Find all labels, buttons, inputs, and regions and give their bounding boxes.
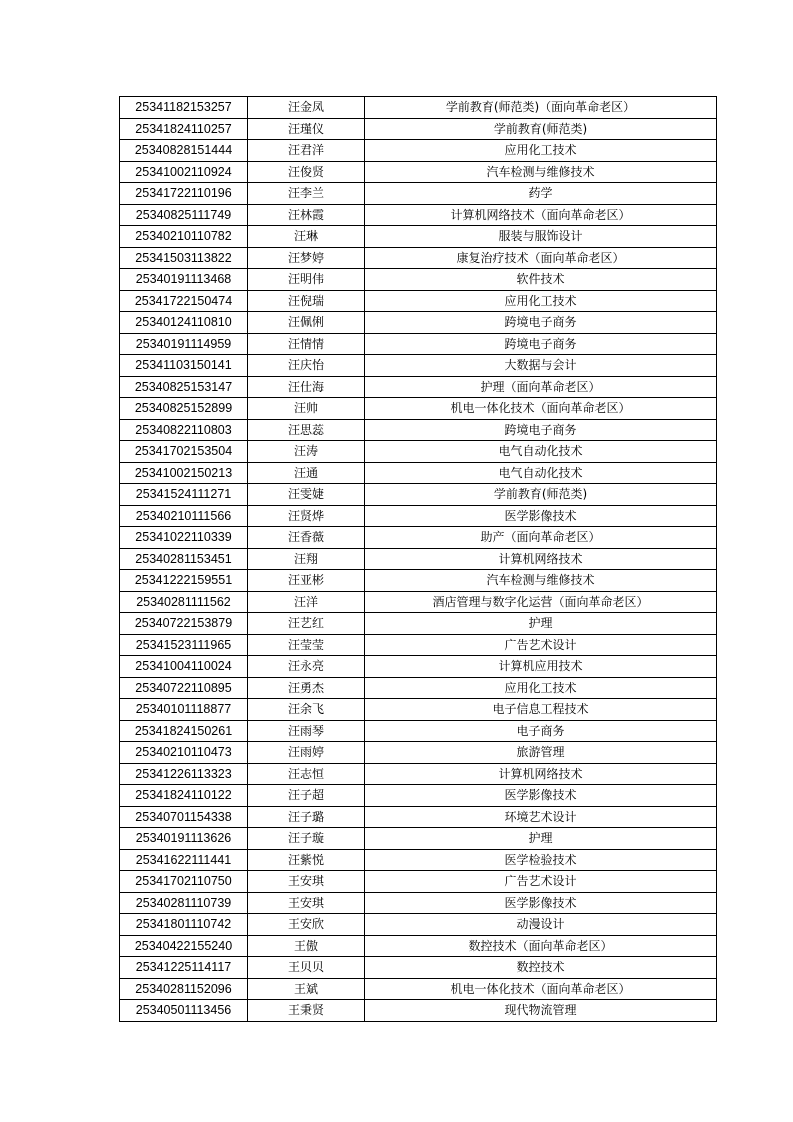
table-row — [120, 204, 717, 226]
candidate-number-cell: 25341523111965 — [120, 634, 248, 656]
student-name-cell: 汪志恒 — [248, 763, 365, 785]
major-cell: 大数据与会计 — [365, 355, 717, 377]
table-row — [120, 720, 717, 742]
table-row — [120, 527, 717, 549]
major-cell: 护理 — [365, 828, 717, 850]
candidate-number-cell: 25340722110895 — [120, 677, 248, 699]
table-row — [120, 914, 717, 936]
student-name-cell: 汪雯婕 — [248, 484, 365, 506]
candidate-number-cell: 25341824110122 — [120, 785, 248, 807]
student-name-cell: 王斌 — [248, 978, 365, 1000]
major-cell: 医学影像技术 — [365, 505, 717, 527]
major-cell: 跨境电子商务 — [365, 419, 717, 441]
roster-table-body — [120, 97, 717, 1022]
major-cell: 护理（面向革命老区） — [365, 376, 717, 398]
student-name-cell: 汪艺红 — [248, 613, 365, 635]
table-row — [120, 97, 717, 119]
candidate-number-cell: 25340281153451 — [120, 548, 248, 570]
candidate-number-cell: 25340191114959 — [120, 333, 248, 355]
student-name-cell: 王安琪 — [248, 892, 365, 914]
candidate-number-cell: 25340825153147 — [120, 376, 248, 398]
major-cell: 广告艺术设计 — [365, 634, 717, 656]
major-cell: 计算机网络技术（面向革命老区） — [365, 204, 717, 226]
major-cell: 动漫设计 — [365, 914, 717, 936]
student-name-cell: 汪雨琴 — [248, 720, 365, 742]
candidate-number-cell: 25340101118877 — [120, 699, 248, 721]
student-name-cell: 汪子璐 — [248, 806, 365, 828]
candidate-number-cell: 25340210111566 — [120, 505, 248, 527]
table-row — [120, 699, 717, 721]
table-row — [120, 333, 717, 355]
table-row — [120, 957, 717, 979]
student-name-cell: 王秉贤 — [248, 1000, 365, 1022]
student-name-cell: 汪庆怡 — [248, 355, 365, 377]
major-cell: 广告艺术设计 — [365, 871, 717, 893]
table-row — [120, 742, 717, 764]
candidate-number-cell: 25341002150213 — [120, 462, 248, 484]
candidate-number-cell: 25340822110803 — [120, 419, 248, 441]
major-cell: 应用化工技术 — [365, 290, 717, 312]
candidate-number-cell: 25340210110473 — [120, 742, 248, 764]
candidate-number-cell: 25341622111441 — [120, 849, 248, 871]
student-name-cell: 汪洋 — [248, 591, 365, 613]
student-name-cell: 王傲 — [248, 935, 365, 957]
student-name-cell: 汪永亮 — [248, 656, 365, 678]
major-cell: 数控技术 — [365, 957, 717, 979]
candidate-number-cell: 25340124110810 — [120, 312, 248, 334]
candidate-number-cell: 25340828151444 — [120, 140, 248, 162]
table-row — [120, 892, 717, 914]
candidate-number-cell: 25340825111749 — [120, 204, 248, 226]
student-name-cell: 汪琳 — [248, 226, 365, 248]
major-cell: 计算机应用技术 — [365, 656, 717, 678]
student-name-cell: 汪君洋 — [248, 140, 365, 162]
major-cell: 应用化工技术 — [365, 677, 717, 699]
table-row — [120, 376, 717, 398]
table-row — [120, 849, 717, 871]
table-row — [120, 226, 717, 248]
student-name-cell: 汪明伟 — [248, 269, 365, 291]
student-name-cell: 汪梦婷 — [248, 247, 365, 269]
major-cell: 跨境电子商务 — [365, 312, 717, 334]
student-name-cell: 汪李兰 — [248, 183, 365, 205]
table-row — [120, 978, 717, 1000]
major-cell: 学前教育(师范类) — [365, 118, 717, 140]
major-cell: 电子信息工程技术 — [365, 699, 717, 721]
table-row — [120, 355, 717, 377]
table-row — [120, 1000, 717, 1022]
candidate-number-cell: 25341222159551 — [120, 570, 248, 592]
candidate-number-cell: 25340722153879 — [120, 613, 248, 635]
major-cell: 电气自动化技术 — [365, 462, 717, 484]
student-name-cell: 汪瑾仪 — [248, 118, 365, 140]
major-cell: 机电一体化技术（面向革命老区） — [365, 978, 717, 1000]
candidate-number-cell: 25341702153504 — [120, 441, 248, 463]
candidate-number-cell: 25340501113456 — [120, 1000, 248, 1022]
major-cell: 护理 — [365, 613, 717, 635]
table-row — [120, 462, 717, 484]
candidate-number-cell: 25340191113468 — [120, 269, 248, 291]
major-cell: 康复治疗技术（面向革命老区） — [365, 247, 717, 269]
major-cell: 服装与服饰设计 — [365, 226, 717, 248]
table-row — [120, 570, 717, 592]
major-cell: 学前教育(师范类)（面向革命老区） — [365, 97, 717, 119]
candidate-number-cell: 25341103150141 — [120, 355, 248, 377]
table-row — [120, 828, 717, 850]
candidate-number-cell: 25341182153257 — [120, 97, 248, 119]
table-row — [120, 677, 717, 699]
table-row — [120, 935, 717, 957]
candidate-number-cell: 25341824150261 — [120, 720, 248, 742]
major-cell: 汽车检测与维修技术 — [365, 570, 717, 592]
major-cell: 应用化工技术 — [365, 140, 717, 162]
student-name-cell: 王贝贝 — [248, 957, 365, 979]
major-cell: 环境艺术设计 — [365, 806, 717, 828]
table-row — [120, 269, 717, 291]
candidate-number-cell: 25340281111562 — [120, 591, 248, 613]
student-name-cell: 汪莹莹 — [248, 634, 365, 656]
candidate-number-cell: 25340281152096 — [120, 978, 248, 1000]
candidate-number-cell: 25341002110924 — [120, 161, 248, 183]
major-cell: 机电一体化技术（面向革命老区） — [365, 398, 717, 420]
table-row — [120, 785, 717, 807]
major-cell: 药学 — [365, 183, 717, 205]
student-name-cell: 王安琪 — [248, 871, 365, 893]
table-row — [120, 613, 717, 635]
student-name-cell: 汪情情 — [248, 333, 365, 355]
candidate-number-cell: 25340210110782 — [120, 226, 248, 248]
student-name-cell: 汪紫悦 — [248, 849, 365, 871]
table-row — [120, 312, 717, 334]
major-cell: 电子商务 — [365, 720, 717, 742]
candidate-number-cell: 25341022110339 — [120, 527, 248, 549]
admission-roster-table — [119, 96, 717, 1022]
major-cell: 酒店管理与数字化运营（面向革命老区） — [365, 591, 717, 613]
candidate-number-cell: 25340422155240 — [120, 935, 248, 957]
candidate-number-cell: 25341702110750 — [120, 871, 248, 893]
major-cell: 计算机网络技术 — [365, 548, 717, 570]
table-row — [120, 419, 717, 441]
candidate-number-cell: 25341226113323 — [120, 763, 248, 785]
candidate-number-cell: 25341801110742 — [120, 914, 248, 936]
student-name-cell: 汪香薇 — [248, 527, 365, 549]
major-cell: 计算机网络技术 — [365, 763, 717, 785]
major-cell: 跨境电子商务 — [365, 333, 717, 355]
major-cell: 医学影像技术 — [365, 892, 717, 914]
candidate-number-cell: 25341722110196 — [120, 183, 248, 205]
table-row — [120, 140, 717, 162]
student-name-cell: 汪思蕊 — [248, 419, 365, 441]
student-name-cell: 汪倪瑞 — [248, 290, 365, 312]
table-row — [120, 484, 717, 506]
student-name-cell: 汪贤烨 — [248, 505, 365, 527]
student-name-cell: 汪俊贤 — [248, 161, 365, 183]
table-row — [120, 247, 717, 269]
candidate-number-cell: 25340825152899 — [120, 398, 248, 420]
major-cell: 学前教育(师范类) — [365, 484, 717, 506]
major-cell: 现代物流管理 — [365, 1000, 717, 1022]
student-name-cell: 汪子璇 — [248, 828, 365, 850]
major-cell: 软件技术 — [365, 269, 717, 291]
candidate-number-cell: 25341824110257 — [120, 118, 248, 140]
major-cell: 数控技术（面向革命老区） — [365, 935, 717, 957]
table-row — [120, 441, 717, 463]
student-name-cell: 汪子超 — [248, 785, 365, 807]
table-row — [120, 656, 717, 678]
candidate-number-cell: 25340281110739 — [120, 892, 248, 914]
student-name-cell: 汪通 — [248, 462, 365, 484]
candidate-number-cell: 25340701154338 — [120, 806, 248, 828]
student-name-cell: 汪余飞 — [248, 699, 365, 721]
table-row — [120, 763, 717, 785]
table-row — [120, 398, 717, 420]
student-name-cell: 汪帅 — [248, 398, 365, 420]
student-name-cell: 汪翔 — [248, 548, 365, 570]
table-row — [120, 591, 717, 613]
student-name-cell: 汪亚彬 — [248, 570, 365, 592]
candidate-number-cell: 25341722150474 — [120, 290, 248, 312]
major-cell: 汽车检测与维修技术 — [365, 161, 717, 183]
student-name-cell: 汪佩俐 — [248, 312, 365, 334]
student-name-cell: 汪雨婷 — [248, 742, 365, 764]
table-row — [120, 118, 717, 140]
table-row — [120, 505, 717, 527]
student-name-cell: 汪金凤 — [248, 97, 365, 119]
candidate-number-cell: 25341004110024 — [120, 656, 248, 678]
table-row — [120, 548, 717, 570]
major-cell: 医学检验技术 — [365, 849, 717, 871]
table-row — [120, 161, 717, 183]
candidate-number-cell: 25340191113626 — [120, 828, 248, 850]
candidate-number-cell: 25341524111271 — [120, 484, 248, 506]
major-cell: 旅游管理 — [365, 742, 717, 764]
table-row — [120, 634, 717, 656]
candidate-number-cell: 25341503113822 — [120, 247, 248, 269]
candidate-number-cell: 25341225114117 — [120, 957, 248, 979]
table-row — [120, 806, 717, 828]
table-row — [120, 183, 717, 205]
student-name-cell: 王安欣 — [248, 914, 365, 936]
major-cell: 医学影像技术 — [365, 785, 717, 807]
table-row — [120, 871, 717, 893]
major-cell: 助产（面向革命老区） — [365, 527, 717, 549]
student-name-cell: 汪林霞 — [248, 204, 365, 226]
student-name-cell: 汪勇杰 — [248, 677, 365, 699]
student-name-cell: 汪涛 — [248, 441, 365, 463]
major-cell: 电气自动化技术 — [365, 441, 717, 463]
table-row — [120, 290, 717, 312]
student-name-cell: 汪仕海 — [248, 376, 365, 398]
